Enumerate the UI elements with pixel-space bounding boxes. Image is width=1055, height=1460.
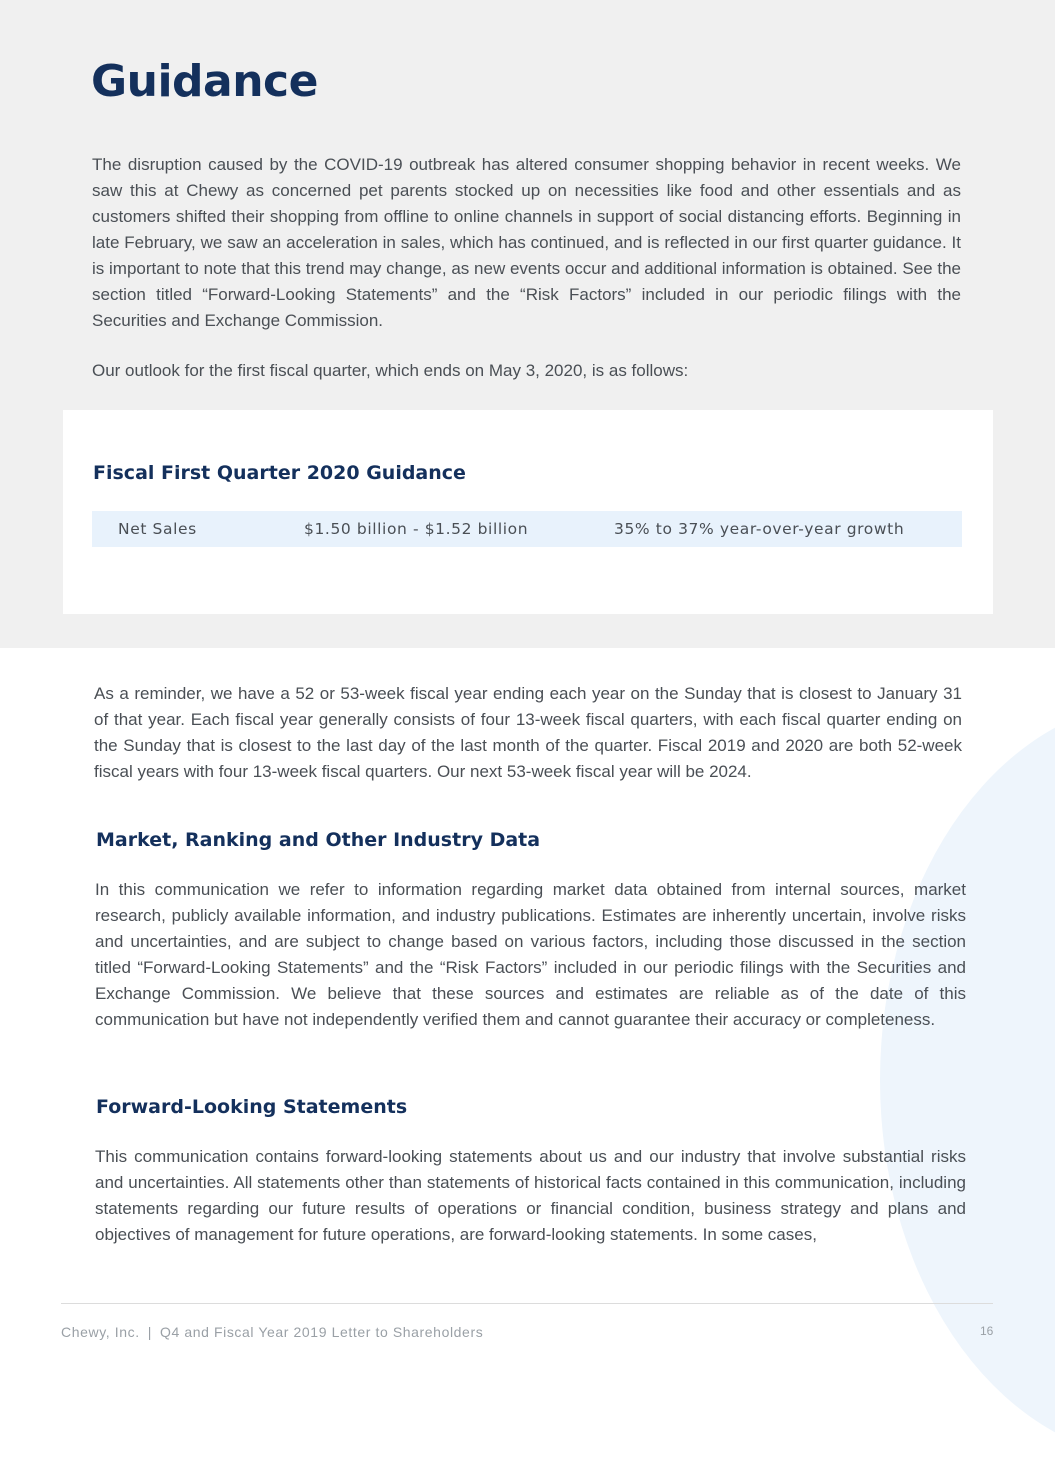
guidance-card-title: Fiscal First Quarter 2020 Guidance: [93, 462, 466, 484]
guidance-card: [63, 410, 993, 614]
guidance-range: $1.50 billion - $1.52 billion: [304, 520, 529, 538]
forward-looking-paragraph: This communication contains forward-looking statements about us and our industry that involve substantial risks and uncertainties. All statements other than statements of historical facts contained in this communication, including statements regarding our future results of operations or financial condition, business strategy and plans and objectives of management for future operations, are forward-looking statements. In some cases,: [95, 1147, 966, 1244]
fiscal-year-reminder-paragraph: As a reminder, we have a 52 or 53-week fiscal year ending each year on the Sunday that is closest to January 31 of that year. Each fiscal year generally consists of four 13-week fiscal quarters, with each fiscal quarter ending on the Sunday that is closest to the last day of the last month of the quarter. Fiscal 2019 and 2020 are both 52-week fiscal years with four 13-week fiscal quarters. Our next 53-week fiscal year will be 2024.: [94, 684, 962, 781]
footer-company: Chewy, Inc.: [61, 1324, 140, 1340]
page-number: 16: [980, 1324, 994, 1338]
footer-divider: [61, 1303, 993, 1304]
forward-looking-heading: Forward-Looking Statements: [96, 1096, 408, 1118]
outlook-paragraph: Our outlook for the first fiscal quarter, which ends on May 3, 2020, is as follows:: [92, 361, 689, 380]
decorative-circle: [880, 700, 1055, 1460]
footer-document-title: Q4 and Fiscal Year 2019 Letter to Shareholders: [159, 1324, 484, 1340]
guidance-growth: 35% to 37% year-over-year growth: [614, 520, 905, 538]
guidance-label: Net Sales: [118, 520, 197, 538]
footer-label: [61, 1324, 483, 1340]
market-data-paragraph: In this communication we refer to information regarding market data obtained from internal sources, market research, publicly available information, and industry publications. Estimates are inherently uncertain, involve risks and uncertainties, and are subject to change based on various factors, including those discussed in the section titled “Forward-Looking Statements” and the “Risk Factors” included in our periodic filings with the Securities and Exchange Commission. We believe that these sources and estimates are reliable as of the date of this communication but have not independently verified them and cannot guarantee their accuracy or completeness.: [95, 880, 966, 1029]
guidance-row-net-sales: [92, 511, 962, 547]
footer-separator: |: [147, 1324, 152, 1340]
intro-paragraph: The disruption caused by the COVID-19 outbreak has altered consumer shopping behavior in recent weeks. We saw this at Chewy as concerned pet parents stocked up on necessities like food and other essentials and as customers shifted their shopping from offline to online channels in support of social distancing efforts. Beginning in late February, we saw an acceleration in sales, which has continued, and is reflected in our first quarter guidance. It is important to note that this trend may change, as new events occur and additional information is obtained. See the section titled “Forward-Looking Statements” and the “Risk Factors” included in our periodic filings with the Securities and Exchange Commission.: [92, 155, 961, 330]
market-data-heading: Market, Ranking and Other Industry Data: [96, 829, 541, 851]
page-title: Guidance: [91, 56, 318, 107]
